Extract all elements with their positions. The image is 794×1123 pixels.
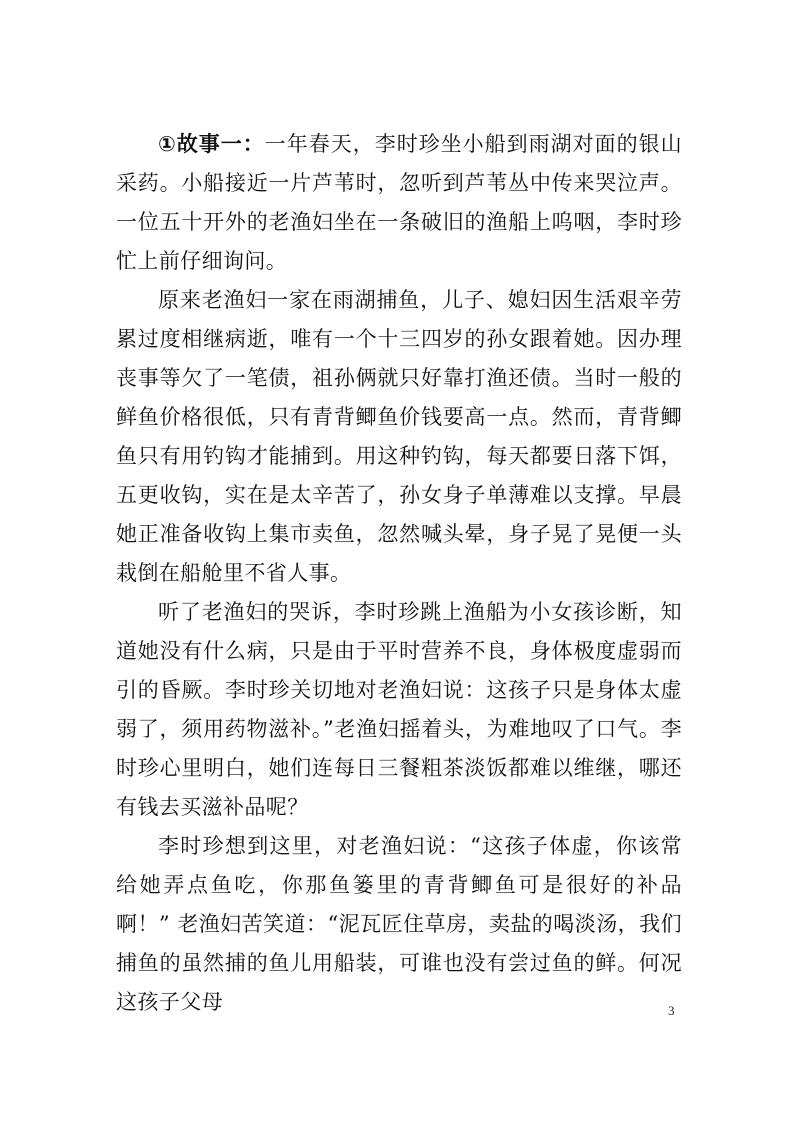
paragraph-3-text: 听了老渔妇的哭诉，李时珍跳上渔船为小女孩诊断，知道她没有什么病，只是由于平时营养不良，身体极度虚弱而引的昏厥。李时珍关切地对老渔妇说：这孩子只是身体太虚弱了，须用药物滋补。”老渔妇摇着头，为难地叹了口气。李时珍心里明白，她们连每日三餐粗茶淡饭都难以维继，哪还有钱去买滋补品呢？	[116, 600, 682, 819]
story-heading: ①故事一：	[158, 132, 265, 156]
paragraph-4-text: 李时珍想到这里，对老渔妇说：“这孩子体虚，你该常给她弄点鱼吃，你那鱼篓里的青背鲫鱼可是很好的补品啊！” 老渔妇苦笑道：“泥瓦匠住草房，卖盐的喝淡汤，我们捕鱼的虽然捕的鱼儿用船装，可谁也没有尝过鱼的鲜。何况这孩子父母	[116, 834, 682, 1014]
paragraph-2	[116, 281, 682, 593]
paragraph-1	[116, 125, 682, 281]
paragraph-4	[116, 827, 682, 1022]
paragraph-3	[116, 593, 682, 827]
page-number: 3	[668, 1003, 675, 1018]
paragraph-1-text: 一年春天，李时珍坐小船到雨湖对面的银山采药。小船接近一片芦苇时，忽听到芦苇丛中传来哭泣声。一位五十开外的老渔妇坐在一条破旧的渔船上呜咽，李时珍忙上前仔细询问。	[116, 132, 682, 273]
document-body	[116, 125, 682, 1022]
paragraph-2-text: 原来老渔妇一家在雨湖捕鱼，儿子、媳妇因生活艰辛劳累过度相继病逝，唯有一个十三四岁的孙女跟着她。因办理丧事等欠了一笔债，祖孙俩就只好靠打渔还债。当时一般的鲜鱼价格很低，只有青背鲫鱼价钱要高一点。然而，青背鲫鱼只有用钓钩才能捕到。用这种钓钩，每天都要日落下饵，五更收钩，实在是太辛苦了，孙女身子单薄难以支撑。早晨她正准备收钩上集市卖鱼，忽然喊头晕，身子晃了晃便一头栽倒在船舱里不省人事。	[116, 288, 682, 585]
